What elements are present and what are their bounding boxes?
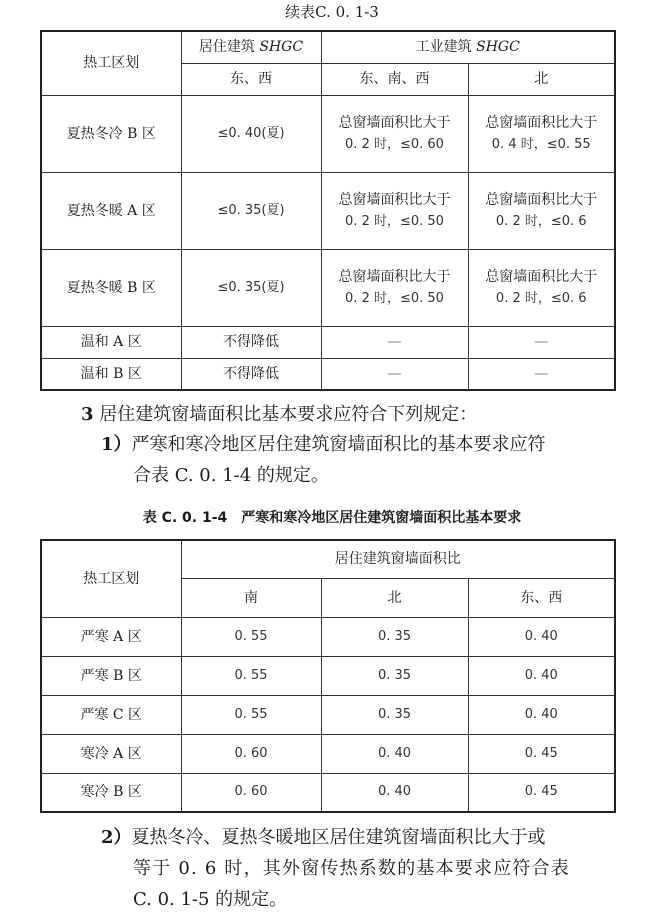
table-row bbox=[41, 358, 615, 390]
item-3-2-line3: C. 0. 1-5 的规定。 bbox=[133, 889, 288, 910]
item-3-2-line2: 等于 0. 6 时，其外窗传热系数的基本要求应符合表 bbox=[133, 858, 570, 879]
table2-caption: 表 C. 0. 1-4 严寒和寒冷地区居住建筑窗墙面积比基本要求 bbox=[142, 510, 522, 526]
table-row bbox=[41, 656, 615, 695]
zone-cell: 严寒 A 区 bbox=[41, 617, 181, 656]
zone-cell: 温和 A 区 bbox=[41, 326, 181, 358]
table1-res-orientation: 东、西 bbox=[181, 63, 321, 95]
table1-caption: 续表C. 0. 1-3 bbox=[285, 3, 379, 21]
ind-value-cell: 总窗墙面积比大于 0. 2 时，≤0. 6 bbox=[468, 172, 615, 249]
table2-group-header: 居住建筑窗墙面积比 bbox=[181, 540, 615, 578]
value-cell: 0. 60 bbox=[181, 734, 321, 773]
table1-zone-header: 热工区划 bbox=[41, 31, 181, 95]
res-value-cell: ≤0. 40(夏) bbox=[181, 95, 321, 172]
table-row bbox=[41, 172, 615, 249]
ind-value-cell: 总窗墙面积比大于 0. 2 时，≤0. 6 bbox=[468, 249, 615, 326]
table2-zone-header: 热工区划 bbox=[41, 540, 181, 617]
table2-window-wall-ratio bbox=[40, 539, 616, 813]
res-value-cell: 不得降低 bbox=[181, 358, 321, 390]
table-row bbox=[41, 773, 615, 812]
value-cell: 0. 45 bbox=[468, 773, 615, 812]
table1-header-row bbox=[41, 31, 615, 63]
value-cell: 0. 55 bbox=[181, 617, 321, 656]
zone-cell: 夏热冬暖 A 区 bbox=[41, 172, 181, 249]
table1-industrial-header: 工业建筑 SHGC bbox=[321, 31, 615, 63]
table2-header-row bbox=[41, 540, 615, 578]
table-row bbox=[41, 617, 615, 656]
ind-value-cell: — bbox=[468, 358, 615, 390]
table-row bbox=[41, 695, 615, 734]
value-cell: 0. 40 bbox=[468, 617, 615, 656]
res-value-cell: 不得降低 bbox=[181, 326, 321, 358]
zone-cell: 严寒 B 区 bbox=[41, 656, 181, 695]
table1-shgc bbox=[40, 30, 616, 391]
value-cell: 0. 40 bbox=[321, 773, 468, 812]
ind-value-cell: — bbox=[468, 326, 615, 358]
item-3: 3 居住建筑窗墙面积比基本要求应符合下列规定： bbox=[81, 404, 478, 425]
item-3-2-line1: 2）夏热冬冷、夏热冬暖地区居住建筑窗墙面积比大于或 bbox=[101, 827, 546, 848]
table-row bbox=[41, 95, 615, 172]
value-cell: 0. 45 bbox=[468, 734, 615, 773]
ind-value-cell: 总窗墙面积比大于 0. 2 时，≤0. 60 bbox=[321, 95, 468, 172]
zone-cell: 寒冷 B 区 bbox=[41, 773, 181, 812]
value-cell: 0. 40 bbox=[321, 734, 468, 773]
value-cell: 0. 35 bbox=[321, 617, 468, 656]
value-cell: 0. 40 bbox=[468, 656, 615, 695]
ind-value-cell: — bbox=[321, 358, 468, 390]
table1-ind-orientation-2: 北 bbox=[468, 63, 615, 95]
table-row bbox=[41, 249, 615, 326]
table1-residential-header: 居住建筑 SHGC bbox=[181, 31, 321, 63]
value-cell: 0. 35 bbox=[321, 656, 468, 695]
ind-value-cell: 总窗墙面积比大于 0. 2 时，≤0. 50 bbox=[321, 249, 468, 326]
zone-cell: 温和 B 区 bbox=[41, 358, 181, 390]
ind-value-cell: 总窗墙面积比大于 0. 4 时，≤0. 55 bbox=[468, 95, 615, 172]
item-3-1-line1: 1）严寒和寒冷地区居住建筑窗墙面积比的基本要求应符 bbox=[101, 434, 546, 455]
table2-col-north: 北 bbox=[321, 578, 468, 617]
table-row bbox=[41, 734, 615, 773]
value-cell: 0. 40 bbox=[468, 695, 615, 734]
table2-col-east-west: 东、西 bbox=[468, 578, 615, 617]
table1-ind-orientation-1: 东、南、西 bbox=[321, 63, 468, 95]
ind-value-cell: — bbox=[321, 326, 468, 358]
zone-cell: 寒冷 A 区 bbox=[41, 734, 181, 773]
res-value-cell: ≤0. 35(夏) bbox=[181, 249, 321, 326]
zone-cell: 夏热冬冷 B 区 bbox=[41, 95, 181, 172]
value-cell: 0. 60 bbox=[181, 773, 321, 812]
zone-cell: 夏热冬暖 B 区 bbox=[41, 249, 181, 326]
ind-value-cell: 总窗墙面积比大于 0. 2 时，≤0. 50 bbox=[321, 172, 468, 249]
value-cell: 0. 35 bbox=[321, 695, 468, 734]
table2-col-south: 南 bbox=[181, 578, 321, 617]
value-cell: 0. 55 bbox=[181, 656, 321, 695]
zone-cell: 严寒 C 区 bbox=[41, 695, 181, 734]
res-value-cell: ≤0. 35(夏) bbox=[181, 172, 321, 249]
value-cell: 0. 55 bbox=[181, 695, 321, 734]
table-row bbox=[41, 326, 615, 358]
item-3-1-line2: 合表 C. 0. 1-4 的规定。 bbox=[133, 465, 329, 486]
